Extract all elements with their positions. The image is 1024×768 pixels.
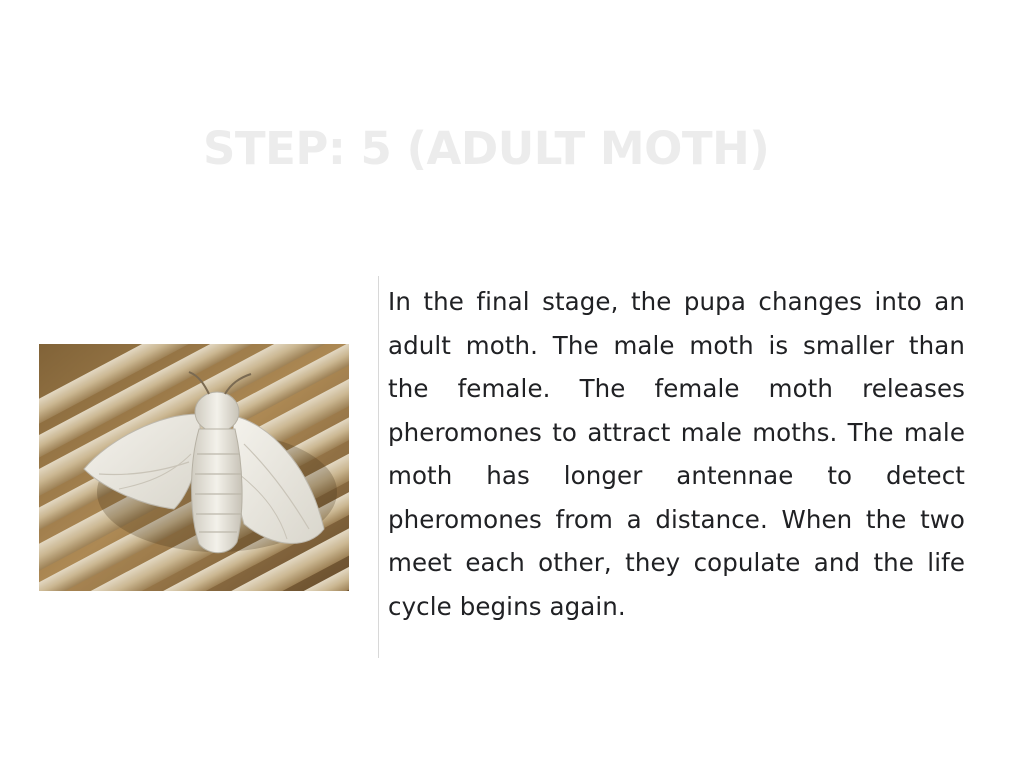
description-text: In the final stage, the pupa changes into an adult moth. The male moth is smaller than the female. The female moth releases pheromones to attract male moths. The male moth has longer antennae to detect pheromones from a distance. When the two meet each other, they copulate and the life cycle begins again. xyxy=(388,287,965,621)
slide-title: STEP: 5 (ADULT MOTH) xyxy=(203,122,770,175)
adult-moth-photo xyxy=(39,344,349,591)
description-panel xyxy=(378,276,969,658)
